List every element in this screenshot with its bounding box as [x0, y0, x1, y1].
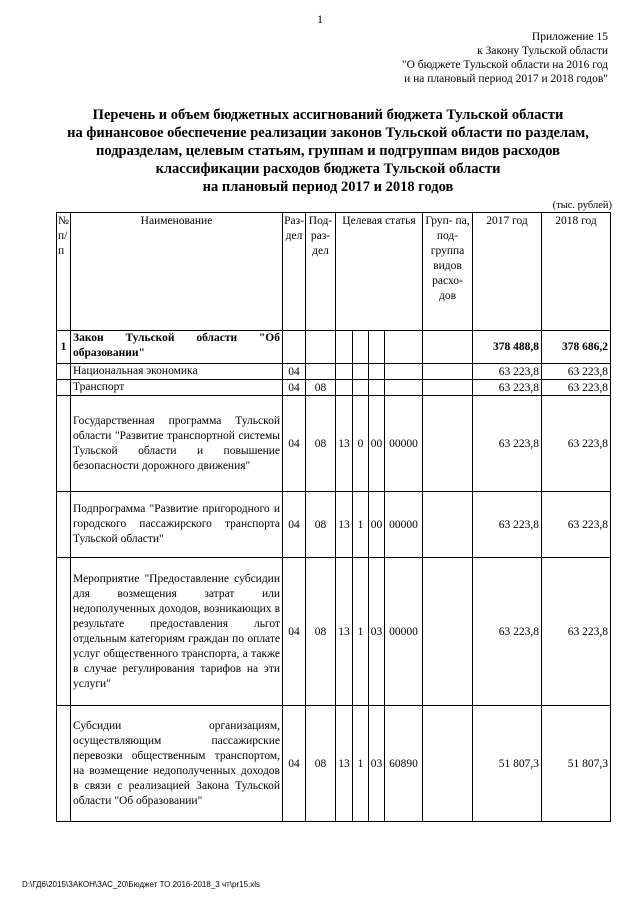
row-target-measure	[369, 364, 385, 380]
row-target-code: 60890	[385, 706, 423, 822]
title-line: Перечень и объем бюджетных ассигнований бюджета Тульской области	[92, 107, 564, 123]
header-num: № п/п	[57, 213, 71, 331]
row-group	[423, 558, 473, 706]
header-podrazdel: Под- раз- дел	[306, 213, 336, 331]
row-target-code	[385, 380, 423, 396]
table-row	[57, 380, 611, 396]
row-2017: 378 488,8	[473, 331, 542, 364]
row-target-measure	[369, 331, 385, 364]
header-target: Целевая статья	[336, 213, 423, 331]
row-razdel: 04	[283, 380, 306, 396]
row-podrazdel: 08	[306, 558, 336, 706]
row-target-program: 13	[336, 558, 353, 706]
row-name: Мероприятие "Предоставление субсидии для возмещения затрат или недополученных доходов, возникающих в результате предоставления льгот отдельным категориям граждан по оплате услуг общественного транспорта, а также в случае регулирования тарифов на эти услуги"	[71, 558, 283, 706]
row-target-code: 00000	[385, 558, 423, 706]
row-razdel	[283, 331, 306, 364]
row-name: Государственная программа Тульской области "Развитие транспортной системы Тульской области и повышение безопасности дорожного движения"	[71, 396, 283, 492]
row-2018: 378 686,2	[542, 331, 611, 364]
table-row	[57, 396, 611, 492]
document-title	[28, 106, 628, 196]
row-razdel: 04	[283, 364, 306, 380]
row-target-subprogram: 1	[353, 706, 369, 822]
row-target-measure: 03	[369, 558, 385, 706]
row-target-subprogram	[353, 380, 369, 396]
row-2017: 63 223,8	[473, 492, 542, 558]
table-row	[57, 331, 611, 364]
row-name: Транспорт	[71, 380, 283, 396]
row-group	[423, 706, 473, 822]
row-target-program	[336, 331, 353, 364]
row-group	[423, 331, 473, 364]
appendix-block	[318, 30, 608, 86]
row-num: 1	[57, 331, 71, 364]
row-num	[57, 558, 71, 706]
row-target-program: 13	[336, 706, 353, 822]
row-razdel: 04	[283, 706, 306, 822]
row-razdel: 04	[283, 492, 306, 558]
table-row	[57, 706, 611, 822]
row-num	[57, 706, 71, 822]
title-line: на финансовое обеспечение реализации законов Тульской области по разделам,	[67, 125, 589, 141]
row-target-program	[336, 364, 353, 380]
row-group	[423, 364, 473, 380]
row-podrazdel	[306, 331, 336, 364]
row-name: Национальная экономика	[71, 364, 283, 380]
file-path-footer: D:\ГД6\2015\ЗАКОН\ЗАС_20\Бюджет ТО 2016-2018_3 чт\pr15.xls	[22, 880, 261, 889]
appendix-line: "О бюджете Тульской области на 2016 год	[401, 59, 608, 71]
row-razdel: 04	[283, 558, 306, 706]
row-2018: 63 223,8	[542, 492, 611, 558]
units-label: (тыс. рублей)	[552, 200, 612, 211]
row-target-subprogram	[353, 331, 369, 364]
row-target-code: 00000	[385, 396, 423, 492]
header-2018: 2018 год	[542, 213, 611, 331]
row-2018: 63 223,8	[542, 380, 611, 396]
row-target-program: 13	[336, 396, 353, 492]
row-2018: 63 223,8	[542, 396, 611, 492]
page-number: 1	[317, 12, 323, 26]
row-2018: 51 807,3	[542, 706, 611, 822]
title-line: классификации расходов бюджета Тульской области	[155, 161, 501, 177]
row-target-program	[336, 380, 353, 396]
table-row	[57, 492, 611, 558]
row-target-code: 00000	[385, 492, 423, 558]
row-2017: 51 807,3	[473, 706, 542, 822]
title-line: на плановый период 2017 и 2018 годов	[202, 179, 454, 195]
row-group	[423, 396, 473, 492]
row-2017: 63 223,8	[473, 558, 542, 706]
row-name: Субсидии организациям, осуществляющим пассажирские перевозки общественным транспортом, на возмещение недополученных доходов в связи с реализацией Закона Тульской области "Об образовании"	[71, 706, 283, 822]
row-2017: 63 223,8	[473, 396, 542, 492]
row-num	[57, 364, 71, 380]
appendix-line: Приложение 15	[531, 31, 608, 43]
header-group: Груп- па, под- группа видов расхо- дов	[423, 213, 473, 331]
row-name: Закон Тульской области "Об образовании"	[71, 331, 283, 364]
header-razdel: Раз- дел	[283, 213, 306, 331]
row-target-measure	[369, 380, 385, 396]
appendix-line: к Закону Тульской области	[477, 45, 608, 57]
header-name: Наименование	[71, 213, 283, 331]
row-2018: 63 223,8	[542, 364, 611, 380]
row-target-measure: 00	[369, 492, 385, 558]
row-num	[57, 396, 71, 492]
row-target-code	[385, 364, 423, 380]
table-row	[57, 558, 611, 706]
table-row	[57, 364, 611, 380]
row-2017: 63 223,8	[473, 364, 542, 380]
row-target-subprogram: 1	[353, 558, 369, 706]
row-target-subprogram: 1	[353, 492, 369, 558]
row-podrazdel: 08	[306, 492, 336, 558]
row-target-subprogram: 0	[353, 396, 369, 492]
row-target-measure: 00	[369, 396, 385, 492]
appendix-line: и на плановый период 2017 и 2018 годов"	[404, 73, 608, 85]
row-target-measure: 03	[369, 706, 385, 822]
row-num	[57, 380, 71, 396]
row-name: Подпрограмма "Развитие пригородного и городского пассажирского транспорта Тульской области"	[71, 492, 283, 558]
row-2018: 63 223,8	[542, 558, 611, 706]
row-target-code	[385, 331, 423, 364]
row-target-program: 13	[336, 492, 353, 558]
row-target-subprogram	[353, 364, 369, 380]
row-podrazdel	[306, 364, 336, 380]
row-razdel: 04	[283, 396, 306, 492]
row-podrazdel: 08	[306, 380, 336, 396]
row-2017: 63 223,8	[473, 380, 542, 396]
row-podrazdel: 08	[306, 706, 336, 822]
row-group	[423, 380, 473, 396]
title-line: подразделам, целевым статьям, группам и подгруппам видов расходов	[96, 143, 560, 159]
budget-table	[56, 212, 611, 822]
header-2017: 2017 год	[473, 213, 542, 331]
row-podrazdel: 08	[306, 396, 336, 492]
row-group	[423, 492, 473, 558]
row-num	[57, 492, 71, 558]
